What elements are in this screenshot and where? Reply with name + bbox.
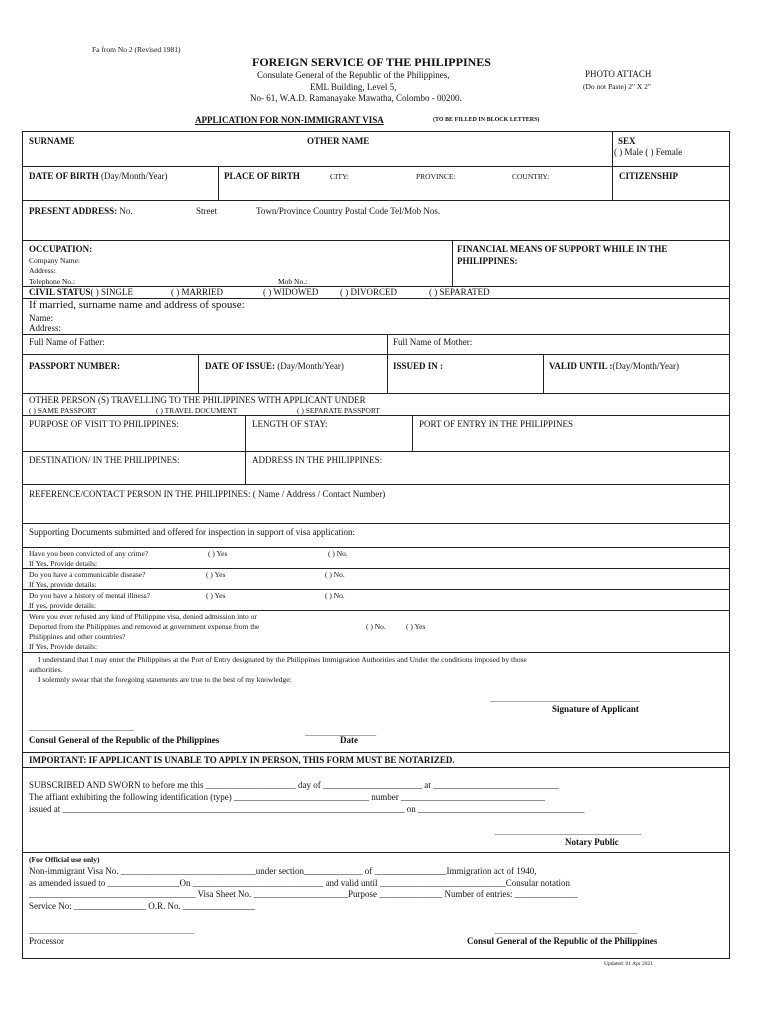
issue-date-format: (Day/Month/Year) — [277, 361, 344, 371]
official-consul-label: Consul General of the Republic of the Philippines — [467, 936, 658, 946]
sex-label: SEX — [618, 136, 636, 146]
financial-means-label: FINANCIAL MEANS OF SUPPORT WHILE IN THE — [457, 244, 668, 254]
consulate-address-line2: EML Building, Level 5, — [310, 82, 397, 92]
reference-format: ( Name / Address / Contact Number) — [252, 489, 386, 499]
declaration-line3: I solemnly swear that the foregoing statements are true to the best of my knowledge: — [38, 675, 292, 684]
travel-document-option[interactable]: ( ) TRAVEL DOCUMENT — [156, 406, 238, 415]
consulate-address-line3: No- 61, W.A.D. Ramanayake Mawatha, Colombo - 00200. — [250, 93, 462, 103]
mother-label: Full Name of Mother: — [393, 337, 473, 347]
photo-label: PHOTO ATTACH — [585, 69, 652, 79]
disease-no[interactable]: ( ) No. — [325, 570, 345, 579]
destination-label: DESTINATION/ IN THE PHILIPPINES: — [29, 455, 180, 465]
sworn-line2[interactable]: The affiant exhibiting the following identification (type) ______________________________ number ________________________________ — [29, 792, 546, 802]
crime-yes[interactable]: ( ) Yes — [208, 549, 228, 558]
consulate-address-line1: Consulate General of the Republic of the Philippines, — [257, 70, 450, 80]
address-no-label: No. — [119, 206, 133, 216]
other-name-label: OTHER NAME — [307, 136, 370, 146]
dob-label: DATE OF BIRTH — [29, 171, 99, 181]
ph-address-label: ADDRESS IN THE PHILIPPINES: — [252, 455, 383, 465]
question-refused-1: Were you ever refused any kind of Philippine visa, denied admission into or — [29, 612, 257, 621]
consul-label: Consul General of the Republic of the Philippines — [29, 735, 220, 745]
updated-date: Updated: 01 Apr 2021 — [604, 961, 654, 967]
question-mental: Do you have a history of mental illness? — [29, 591, 151, 600]
notary-label: Notary Public — [565, 837, 619, 847]
province-label: PROVINCE: — [416, 172, 456, 181]
date-label: Date — [340, 735, 358, 745]
disease-yes[interactable]: ( ) Yes — [206, 570, 226, 579]
civil-status-label: CIVIL STATUS — [29, 287, 91, 297]
page-title: FOREIGN SERVICE OF THE PHILIPPINES — [252, 55, 491, 69]
address-rest-label: Town/Province Country Postal Code Tel/Mob Nos. — [256, 206, 441, 216]
photo-note: (Do not Paste) 2" X 2" — [583, 82, 651, 91]
valid-until-label: VALID UNTIL : — [549, 361, 613, 371]
mental-no[interactable]: ( ) No. — [325, 591, 345, 600]
question-crime: Have you been convicted of any crime? — [29, 549, 149, 558]
telephone-label: Telephone No.: — [29, 277, 76, 286]
date-line[interactable]: ___________________ — [305, 728, 377, 737]
issue-date-label: DATE OF ISSUE: — [205, 361, 276, 371]
crime-details-label: If Yes, Provide details: — [29, 559, 98, 568]
crime-no[interactable]: ( ) No. — [328, 549, 348, 558]
consul-signature-line[interactable]: ____________________________ — [29, 723, 134, 732]
question-refused-3: Philippines and other countries? — [29, 632, 126, 641]
purpose-label: PURPOSE OF VISIT TO PHILIPPINES: — [29, 419, 179, 429]
sworn-line1[interactable]: SUBSCRIBED AND SWORN to before me this ____________________ day of ______________________ at ____________________________ — [29, 780, 559, 790]
company-address-label: Address: — [29, 266, 56, 275]
form-number: Fa from No 2 (Revised 1981) — [92, 45, 181, 54]
address-street-label: Street — [196, 206, 217, 216]
refused-details-label: If Yes, Provide details: — [29, 642, 98, 651]
disease-details-label: If Yes, provide details: — [29, 580, 97, 589]
notary-line[interactable]: _______________________________________ — [495, 827, 642, 836]
issued-in-label: ISSUED IN : — [393, 361, 444, 371]
spouse-name-label: Name: — [29, 313, 53, 323]
spouse-label: If married, surname name and address of spouse: — [29, 299, 245, 311]
official-line2[interactable]: as amended issued to ________________On _____________________________ and valid until ____________________________Consular notation — [29, 878, 570, 888]
processor-line[interactable]: ____________________________________________ — [29, 926, 194, 935]
father-label: Full Name of Father: — [29, 337, 105, 347]
mobile-label: Mob No.: — [278, 277, 308, 286]
city-label: CITY: — [330, 172, 349, 181]
civil-single[interactable]: ( ) SINGLE — [90, 287, 133, 297]
reference-label: REFERENCE/CONTACT PERSON IN THE PHILIPPINES: — [29, 489, 251, 499]
important-notice: IMPORTANT: IF APPLICANT IS UNABLE TO APPLY IN PERSON, THIS FORM MUST BE NOTARIZED. — [29, 755, 455, 765]
block-letters-note: (TO BE FILLED IN BLOCK LETTERS) — [433, 117, 540, 123]
mental-details-label: If yes, provide details: — [29, 601, 97, 610]
sex-options[interactable]: ( ) Male ( ) Female — [614, 147, 683, 157]
civil-divorced[interactable]: ( ) DIVORCED — [340, 287, 397, 297]
passport-number-label: PASSPORT NUMBER: — [29, 361, 121, 371]
same-passport-option[interactable]: ( ) SAME PASSPORT — [29, 406, 97, 415]
financial-means-label-2: PHILIPPINES: — [457, 256, 518, 266]
country-label: COUNTRY: — [512, 172, 550, 181]
pob-label: PLACE OF BIRTH — [224, 171, 300, 181]
application-title: APPLICATION FOR NON-IMMIGRANT VISA — [195, 115, 384, 125]
port-of-entry-label: PORT OF ENTRY IN THE PHILIPPINES — [419, 419, 574, 429]
signature-label: Signature of Applicant — [552, 704, 639, 714]
official-line3[interactable]: _____________________________________ Visa Sheet No. _____________________Purpose ______________ Number of entries: ______________ — [29, 889, 578, 899]
valid-until-format: (Day/Month/Year) — [612, 361, 679, 371]
dob-format: (Day/Month/Year) — [100, 171, 168, 181]
declaration-line1: I understand that I may enter the Philippines at the Port of Entry designated by the Philippines Immigration Authorities and Under the conditions imposed by those — [38, 655, 527, 664]
official-use-title: (For Official use only) — [29, 855, 100, 864]
sworn-line3[interactable]: issued at ____________________________________________________________________________ on _____________________________________ — [29, 804, 585, 814]
signature-line[interactable]: ________________________________________ — [490, 694, 640, 703]
official-line1[interactable]: Non-immigrant Visa No. ______________________________under section_____________ of ________________Immigration act of 1940, — [29, 866, 537, 876]
present-address-label: PRESENT ADDRESS: — [29, 206, 118, 216]
company-name-label: Company Name: — [29, 256, 81, 265]
official-consul-line[interactable]: ______________________________________ — [495, 926, 638, 935]
supporting-docs-label: Supporting Documents submitted and offered for inspection in support of visa application: — [29, 527, 356, 537]
length-of-stay-label: LENGTH OF STAY: — [252, 419, 328, 429]
mental-yes[interactable]: ( ) Yes — [206, 591, 226, 600]
question-refused-2: Deported from the Philippines and removed at government expense from the — [29, 622, 260, 631]
question-disease: Do you have a communicable disease? — [29, 570, 146, 579]
declaration-line2: authorities. — [29, 665, 63, 674]
other-persons-label: OTHER PERSON (S) TRAVELLING TO THE PHILIPPINES WITH APPLICANT UNDER — [29, 395, 366, 405]
official-line4[interactable]: Service No: ________________ O.R. No. ________________ — [29, 901, 255, 911]
processor-label: Processor — [29, 936, 64, 946]
refused-yes[interactable]: ( ) Yes — [406, 622, 426, 631]
surname-label: SURNAME — [29, 136, 75, 146]
spouse-address-label: Address: — [29, 323, 61, 333]
separate-passport-option[interactable]: ( ) SEPARATE PASSPORT — [297, 406, 380, 415]
citizenship-label: CITIZENSHIP — [619, 171, 679, 181]
refused-no[interactable]: ( ) No. — [366, 622, 386, 631]
civil-widowed[interactable]: ( ) WIDOWED — [263, 287, 319, 297]
occupation-label: OCCUPATION: — [29, 244, 93, 254]
civil-separated[interactable]: ( ) SEPARATED — [429, 287, 490, 297]
civil-married[interactable]: ( ) MARRIED — [171, 287, 223, 297]
